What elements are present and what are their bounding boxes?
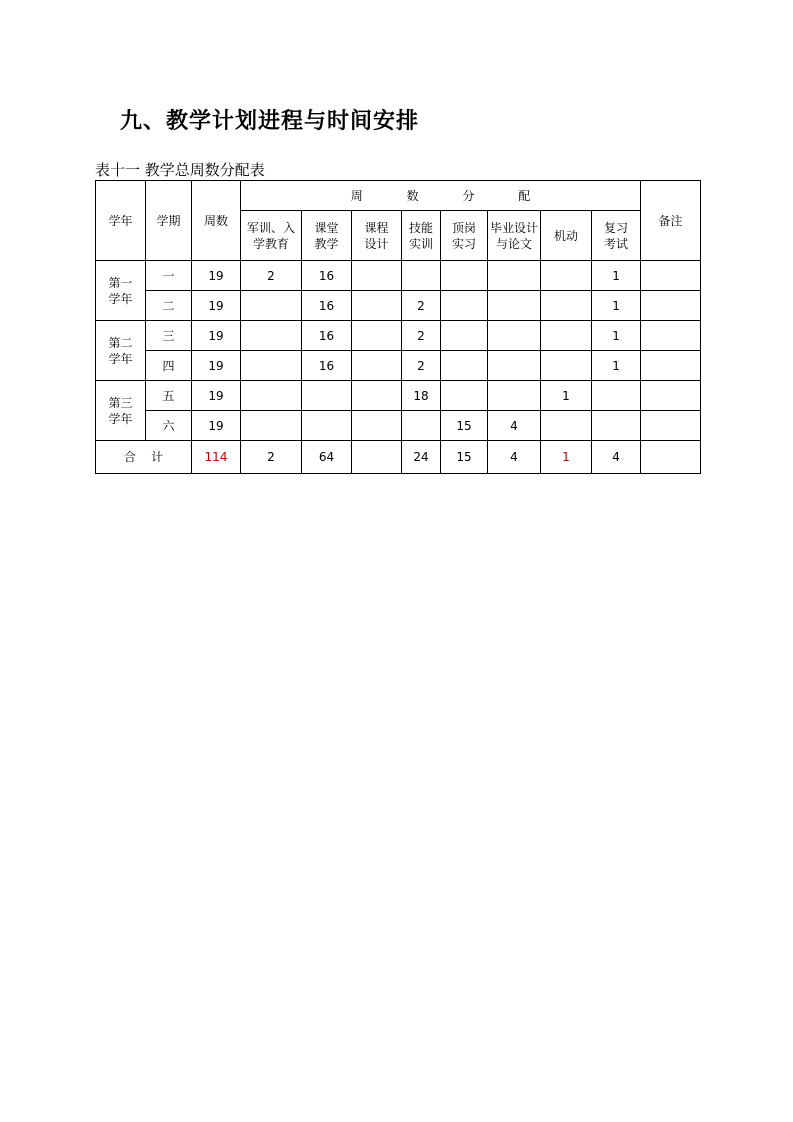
- distribution-cell: [441, 261, 488, 291]
- year-cell: [96, 381, 146, 441]
- distribution-cell: [441, 381, 488, 411]
- remark-cell: [641, 411, 701, 441]
- header-sub-column: [352, 211, 402, 261]
- table-row: [96, 381, 701, 411]
- distribution-cell: 16: [302, 291, 352, 321]
- term-cell: 四: [146, 351, 192, 381]
- remark-cell: [641, 321, 701, 351]
- table-row: [96, 261, 701, 291]
- header-sub-line: 毕业设计: [489, 220, 538, 235]
- weeks-cell: 19: [192, 261, 241, 291]
- header-sub-line: 复习: [604, 220, 629, 235]
- header-dist-char: 配: [518, 188, 531, 203]
- header-sub-line: 与论文: [495, 236, 532, 251]
- table-caption: 表十一 教学总周数分配表: [95, 161, 265, 179]
- weeks-cell: 19: [192, 381, 241, 411]
- term-cell: 六: [146, 411, 192, 441]
- year-label-line: 学年: [108, 351, 133, 366]
- distribution-cell: [352, 411, 402, 441]
- header-sub-line: 教学: [314, 236, 339, 251]
- distribution-cell: [592, 381, 641, 411]
- header-sub-line: 学教育: [252, 236, 289, 251]
- distribution-cell: 2: [402, 351, 441, 381]
- distribution-cell: [488, 261, 541, 291]
- header-sub-line: 顶岗: [451, 220, 476, 235]
- header-sub-line: 课程: [364, 220, 389, 235]
- distribution-cell: 1: [592, 261, 641, 291]
- header-sub-line: 机动: [553, 228, 578, 243]
- distribution-cell: [402, 411, 441, 441]
- header-sub-column: [592, 211, 641, 261]
- distribution-cell: [352, 321, 402, 351]
- distribution-cell: [352, 351, 402, 381]
- distribution-cell: [241, 351, 302, 381]
- weeks-cell: 19: [192, 411, 241, 441]
- week-distribution-table: [95, 180, 701, 474]
- distribution-cell: [352, 291, 402, 321]
- distribution-cell: [541, 351, 592, 381]
- header-dist-char: 周: [350, 188, 363, 203]
- table-row: [96, 351, 701, 381]
- weeks-cell: 19: [192, 321, 241, 351]
- year-label-line: 学年: [108, 291, 133, 306]
- total-distribution-cell: 64: [302, 441, 352, 474]
- distribution-cell: [441, 291, 488, 321]
- remark-cell: [641, 261, 701, 291]
- total-row: [96, 441, 701, 474]
- header-term: 学期: [146, 181, 192, 261]
- total-distribution-cell: 15: [441, 441, 488, 474]
- total-distribution-cell: [352, 441, 402, 474]
- total-distribution-cell: 4: [592, 441, 641, 474]
- header-sub-column: [241, 211, 302, 261]
- distribution-cell: [302, 381, 352, 411]
- header-sub-line: 实习: [451, 236, 476, 251]
- distribution-cell: [541, 261, 592, 291]
- header-sub-column: [402, 211, 441, 261]
- distribution-cell: [541, 321, 592, 351]
- distribution-cell: [488, 291, 541, 321]
- year-label-line: 第一: [108, 275, 133, 290]
- distribution-cell: [488, 351, 541, 381]
- distribution-cell: [541, 291, 592, 321]
- weeks-cell: 19: [192, 351, 241, 381]
- table-row: [96, 291, 701, 321]
- distribution-cell: [241, 321, 302, 351]
- distribution-cell: 1: [592, 291, 641, 321]
- total-label: 合 计: [96, 441, 192, 474]
- term-cell: 五: [146, 381, 192, 411]
- table-row: [96, 321, 701, 351]
- term-cell: 二: [146, 291, 192, 321]
- distribution-cell: 1: [541, 381, 592, 411]
- remark-cell: [641, 381, 701, 411]
- total-distribution-cell: 2: [241, 441, 302, 474]
- distribution-cell: [241, 291, 302, 321]
- distribution-cell: [541, 411, 592, 441]
- distribution-cell: 2: [402, 321, 441, 351]
- distribution-cell: 2: [241, 261, 302, 291]
- total-distribution-cell: 1: [541, 441, 592, 474]
- distribution-cell: [241, 411, 302, 441]
- distribution-cell: [592, 411, 641, 441]
- header-sub-line: 课堂: [314, 220, 339, 235]
- header-remark: 备注: [641, 181, 701, 261]
- header-sub-column: [541, 211, 592, 261]
- distribution-cell: 4: [488, 411, 541, 441]
- header-sub-line: 军训、入: [246, 220, 295, 235]
- total-remark-cell: [641, 441, 701, 474]
- weeks-cell: 19: [192, 291, 241, 321]
- page-title: 九、教学计划进程与时间安排: [120, 109, 420, 134]
- term-cell: 一: [146, 261, 192, 291]
- header-sub-line: 考试: [604, 236, 629, 251]
- year-cell: [96, 321, 146, 381]
- distribution-cell: 1: [592, 321, 641, 351]
- total-weeks-cell: 114: [192, 441, 241, 474]
- header-week-distribution: [241, 181, 641, 211]
- distribution-cell: 1: [592, 351, 641, 381]
- header-sub-line: 设计: [364, 236, 389, 251]
- header-sub-column: [441, 211, 488, 261]
- header-year: 学年: [96, 181, 146, 261]
- header-dist-char: 数: [406, 188, 419, 203]
- distribution-cell: 16: [302, 261, 352, 291]
- year-label-line: 第三: [108, 395, 133, 410]
- distribution-cell: [441, 351, 488, 381]
- distribution-cell: [302, 411, 352, 441]
- distribution-cell: [402, 261, 441, 291]
- table-row: [96, 411, 701, 441]
- distribution-cell: 15: [441, 411, 488, 441]
- header-sub-column: [302, 211, 352, 261]
- distribution-cell: [441, 321, 488, 351]
- header-sub-line: 实训: [408, 236, 433, 251]
- distribution-cell: [488, 321, 541, 351]
- year-label-line: 第二: [108, 335, 133, 350]
- total-distribution-cell: 24: [402, 441, 441, 474]
- distribution-cell: [488, 381, 541, 411]
- year-label-line: 学年: [108, 411, 133, 426]
- distribution-cell: 16: [302, 321, 352, 351]
- header-sub-line: 技能: [408, 220, 433, 235]
- distribution-cell: [352, 381, 402, 411]
- header-sub-column: [488, 211, 541, 261]
- header-dist-char: 分: [462, 188, 475, 203]
- remark-cell: [641, 291, 701, 321]
- total-distribution-cell: 4: [488, 441, 541, 474]
- distribution-cell: 18: [402, 381, 441, 411]
- term-cell: 三: [146, 321, 192, 351]
- distribution-cell: 2: [402, 291, 441, 321]
- header-row-top: [96, 181, 701, 211]
- distribution-cell: [352, 261, 402, 291]
- remark-cell: [641, 351, 701, 381]
- distribution-cell: 16: [302, 351, 352, 381]
- year-cell: [96, 261, 146, 321]
- distribution-cell: [241, 381, 302, 411]
- header-weeks: 周数: [192, 181, 241, 261]
